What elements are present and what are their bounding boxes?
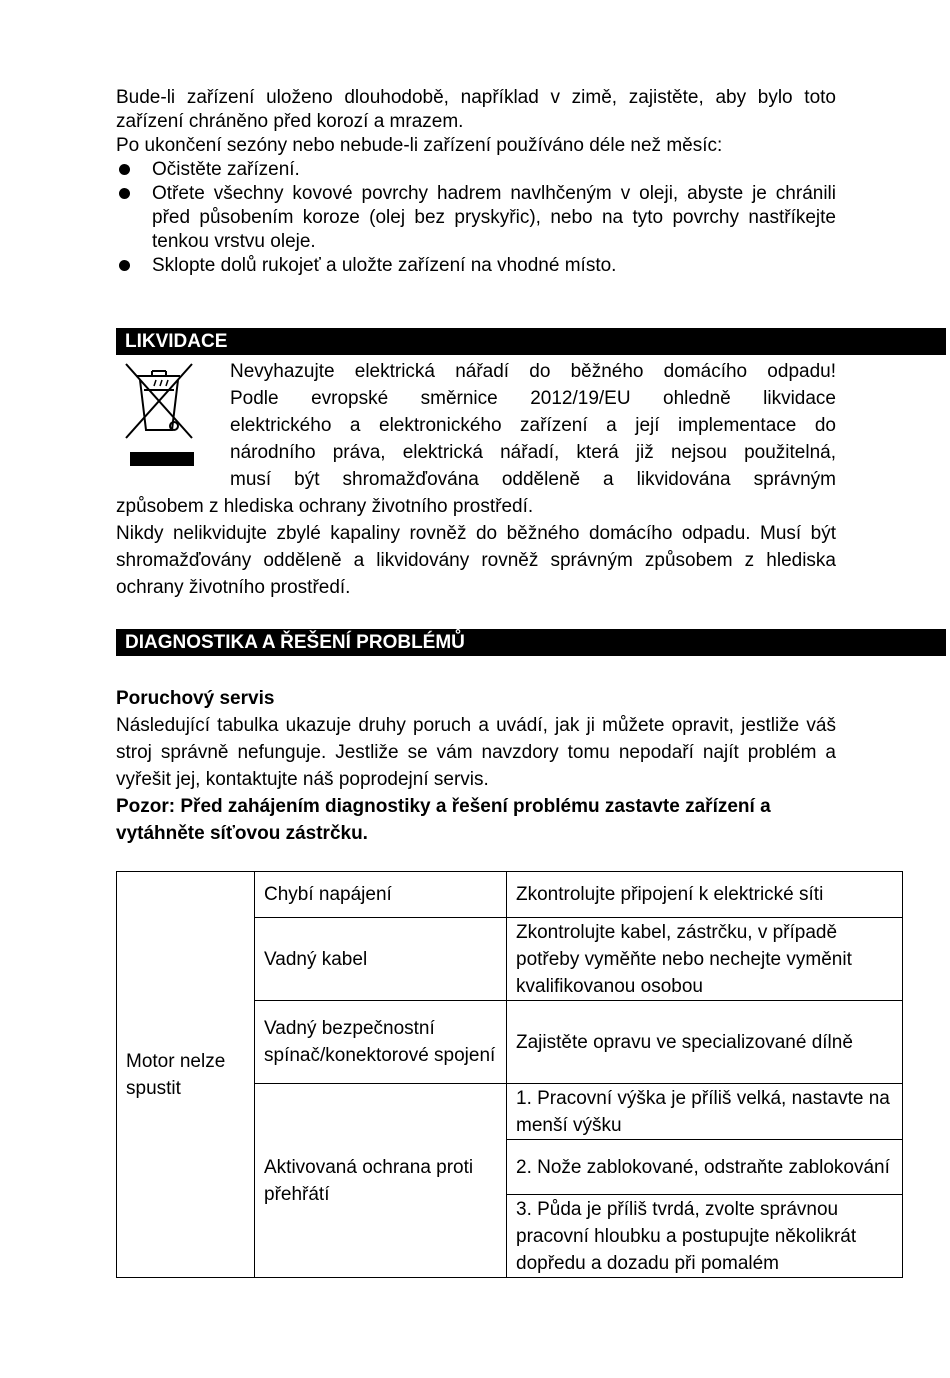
disposal-continuation: způsobem z hlediska ochrany životního prostředí. (116, 496, 534, 517)
section-heading-diagnostics: DIAGNOSTIKA A ŘEŠENÍ PROBLÉMŮ (116, 629, 946, 656)
bullet-icon (119, 188, 130, 199)
solution-cell: Zkontrolujte připojení k elektrické síti (507, 872, 903, 918)
table-row (117, 872, 903, 918)
crossed-out-wheelie-bin-icon (122, 360, 198, 470)
problem-cell: Motor nelze spustit (117, 872, 255, 1278)
bullet-icon (119, 260, 130, 271)
subheading-fault-service: Poruchový servis (116, 688, 275, 709)
cause-cell: Aktivovaná ochrana proti přehřátí (255, 1084, 507, 1278)
solution-cell: Zkontrolujte kabel, zástrčku, v případě potřeby vyměňte nebo nechejte vyměnit kvalifikovanou osobou (507, 918, 903, 1001)
cause-cell: Vadný bezpečnostní spínač/konektorové spojení (255, 1001, 507, 1084)
solution-cell: 1. Pracovní výška je příliš velká, nastavte na menší výšku (507, 1084, 903, 1140)
storage-paragraph: Bude-li zařízení uloženo dlouhodobě, například v zimě, zajistěte, aby bylo toto zařízení chráněno před korozí a mrazem. (116, 87, 836, 132)
solution-cell: Zajistěte opravu ve specializované dílně (507, 1001, 903, 1084)
list-item: Otřete všechny kovové povrchy hadrem navlhčeným v oleji, abyste je chránili před působením koroze (olej bez pryskyřic), nebo na tyto povrchy nastříkejte tenkou vrstvu oleje. (116, 182, 836, 254)
disposal-text: Nevyhazujte elektrická nářadí do běžného domácího odpadu! Podle evropské směrnice 2012/19/EU ohledně likvidace elektrického a elektronického zařízení a její implementace do národního práva, elektrická nářadí, která již nejsou použitelná, musí být shromažďována odděleně a likvidována správným (230, 361, 836, 490)
bullet-icon (119, 164, 130, 175)
cause-cell: Chybí napájení (255, 872, 507, 918)
storage-bullet-list (116, 158, 836, 278)
diagnostics-warning: Pozor: Před zahájením diagnostiky a řešení problému zastavte zařízení a vytáhněte síťovou zástrčku. (116, 796, 771, 844)
storage-intro: Po ukončení sezóny nebo nebude-li zařízení používáno déle než měsíc: (116, 135, 723, 156)
troubleshooting-table (116, 871, 903, 1278)
solution-cell: 3. Půda je příliš tvrdá, zvolte správnou pracovní hloubku a postupujte několikrát dopředu a dozadu při pomalém (507, 1195, 903, 1278)
solution-cell: 2. Nože zablokované, odstraňte zablokování (507, 1140, 903, 1195)
list-item: Sklopte dolů rukojeť a uložte zařízení na vhodné místo. (116, 254, 836, 278)
diagnostics-intro: Následující tabulka ukazuje druhy poruch a uvádí, jak ji můžete opravit, jestliže váš stroj správně nefunguje. Jestliže se vám navzdory tomu nepodaří najít problém a vyřešit jej, kontaktujte náš poprodejní servis. (116, 715, 836, 790)
disposal-paragraph-liquids: Nikdy nelikvidujte zbylé kapaliny rovněž do běžného domácího odpadu. Musí být shromažďovány odděleně a likvidovány rovněž správným způsobem z hlediska ochrany životního prostředí. (116, 523, 836, 598)
cause-cell: Vadný kabel (255, 918, 507, 1001)
section-heading-disposal: LIKVIDACE (116, 328, 946, 355)
list-item: Očistěte zařízení. (116, 158, 836, 182)
